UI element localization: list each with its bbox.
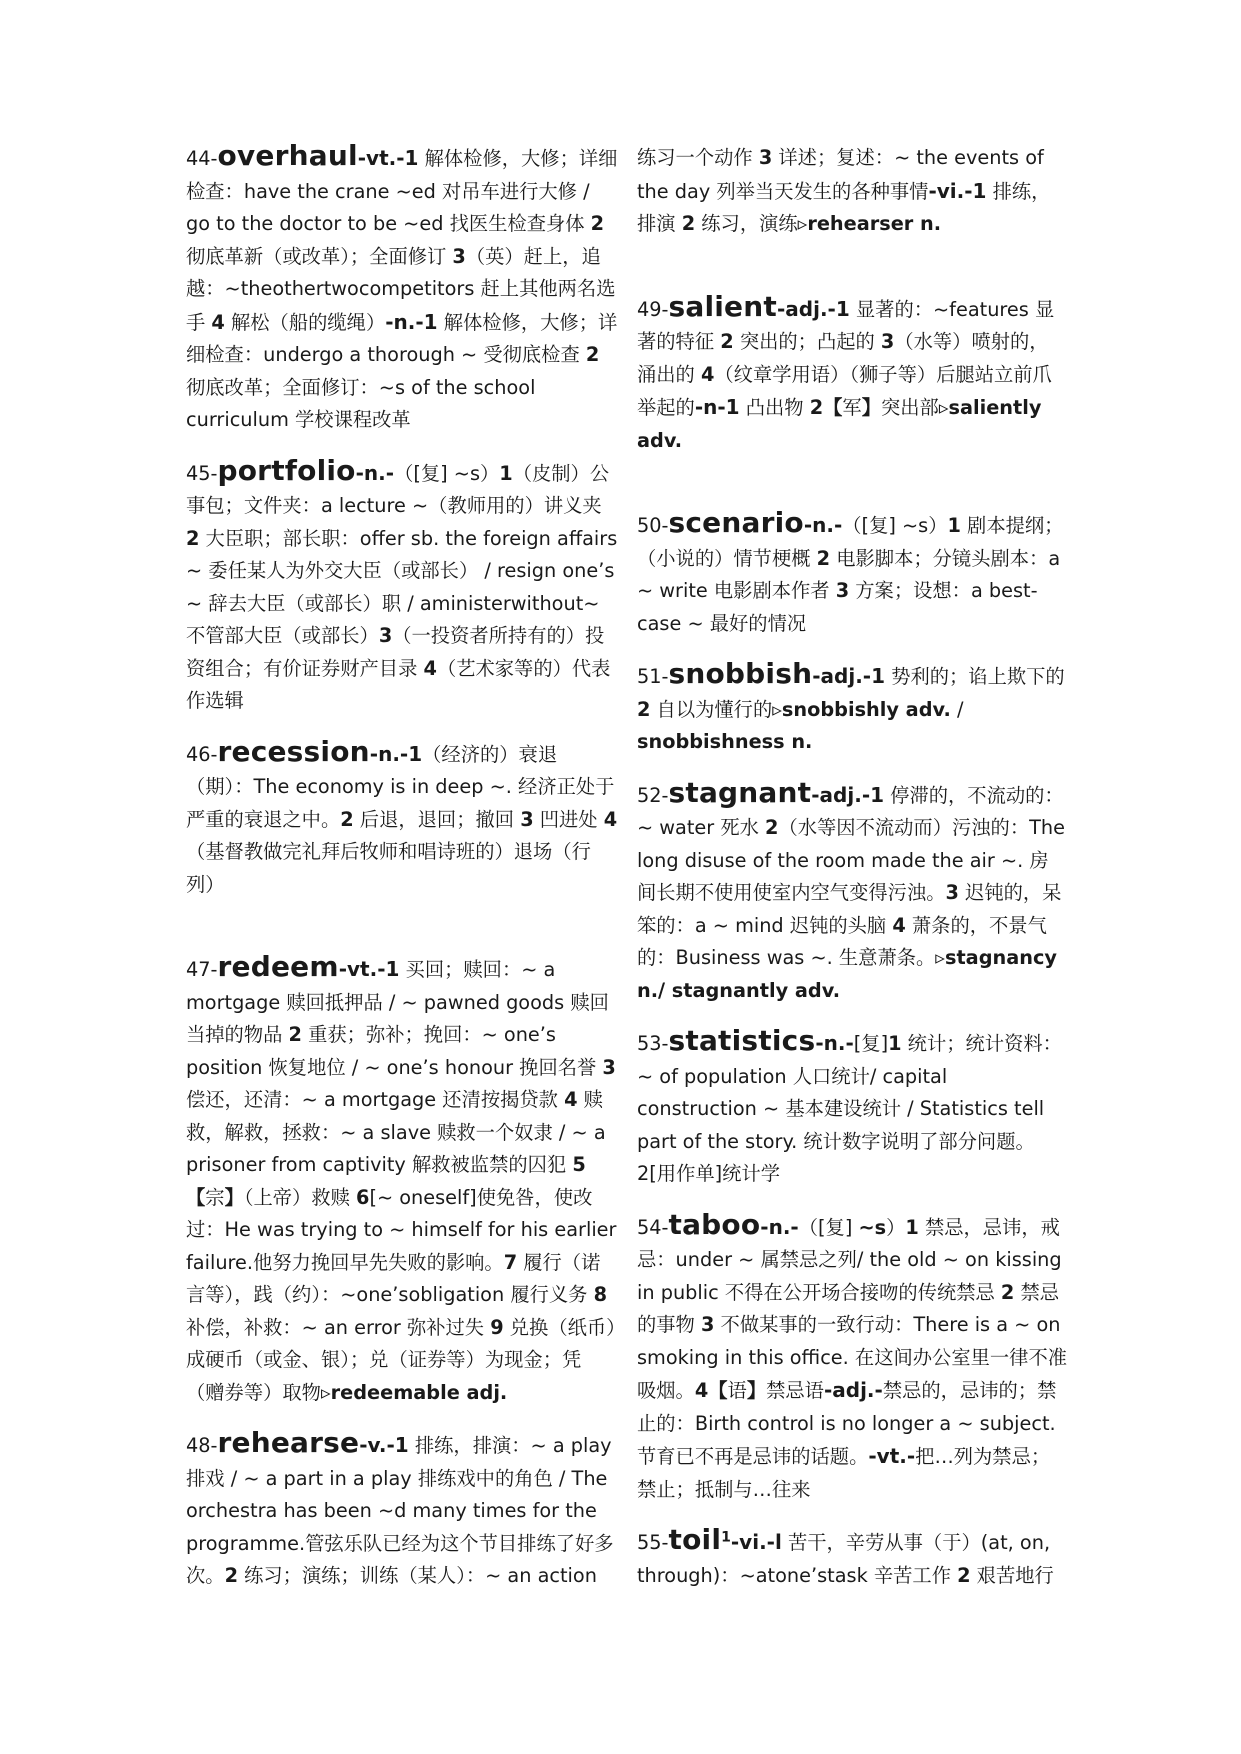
bold-text: 2 [816,546,831,570]
definition-text: 排练，排演：~ a play 排戏 / ~ a part in a play 排练戏中的角色 / The orchestra has been ~d many times for the programme.管弦乐队已经为这个节目排练了好多次。 [186,1434,618,1587]
definition-text: 停滞的，不流动的：~ water 死水 [637,783,1064,839]
part-of-speech: -n.-1 [385,309,438,334]
definition-text: 萧条的，不景气的：Business was ~. 生意萧条。▹ [637,913,1047,969]
bold-text: ~s [858,1215,887,1239]
part-of-speech: -n.- [355,460,395,485]
dictionary-entry [637,506,1067,640]
definition-text: 方案；设想：a best-case ~ 最好的情况 [637,579,1038,635]
dictionary-entry [186,139,618,437]
bold-text: 】 [224,1185,244,1209]
definition-text: （上帝）救赎 [243,1185,357,1209]
bold-text: 】 [746,1379,767,1402]
entry-number: 51- [637,665,669,688]
bold-text: 2 [1000,1280,1015,1304]
definition-text: （一投资者所持有的）投资组合；有价证券财产目录 [186,624,605,680]
bold-text: 8 [593,1283,607,1306]
entry-number: 53- [637,1032,669,1055]
definition-text: 禁忌的事物 [637,1280,1060,1336]
dictionary-entry [637,775,1072,1008]
bold-text: 3 [835,579,850,602]
bold-text: 2 [224,1564,238,1587]
definition-text: ） [886,1215,906,1239]
definition-text: 突出部▹ [880,396,949,419]
definition-text: 统计；统计资料：~ of population 人口统计/ capital construction ~ 基本建设统计 / Statistics tell part of the story. 统计数字说明了部分问题。2[用作单]统计学 [637,1032,1062,1185]
definition-text: （纹章学用语）（狮子等）后腿站立前爪举起的 [637,362,1052,419]
part-of-speech: -n.-1 [369,741,423,766]
bold-text: 6 [356,1185,370,1209]
bold-text: 9 [490,1315,504,1339]
definition-text: 补偿，补救：~ an error 弥补过失 [186,1283,614,1339]
definition-text: [复] [853,1032,889,1055]
definition-text: 履行（诺言等），践（约）：~one’sobligation 履行义务 [186,1250,601,1306]
bold-text: 2 [288,1023,302,1046]
part-of-speech: -vt.- [868,1444,916,1468]
definition-text: 彻底改革；全面修订：~s of the school curriculum 学校课程改革 [186,343,606,431]
definition-text: 艰苦地行 [970,1563,1054,1587]
bold-text: 7 [503,1250,518,1274]
definition-text: 显著的：~features 显著的特征 [637,297,1055,353]
definition-text: （水等）喷射的，涌出的 [637,330,1049,386]
definition-text: 赎救，解救，拯救：~ a slave 赎救一个奴隶 / ~ a prisoner from captivity 解救被监禁的囚犯 [186,1088,612,1176]
definition-text: 兑换（纸币）成硬币（或金、银）；兑（证券等）为现金；凭（赠券等）取物▹ [186,1315,616,1404]
definition-text: 练习，演练▹ [695,212,808,235]
bold-text: 3 [758,146,773,169]
bold-text: snobbishly adv. [781,697,951,721]
dictionary-entry [637,1207,1068,1507]
entry-number: 46- [186,742,218,766]
definition-text: 解松（船的缆绳） [224,310,386,334]
definition-text: 不做某事的一致行动：There is a ~ on smoking in this office. 在这间办公室里一律不准吸烟。 [637,1313,1068,1402]
headword: statistics [668,1024,816,1057]
definition-text: 大臣职；部长职：offer sb. the foreign affairs ~ 委任某人为外交大臣（或部长） / resign one’s ~ 辞去大臣（或部长）职 / aministerwithout~ 不管部大臣（或部长） [186,526,624,647]
definition-text: 语 [727,1379,747,1402]
definition-text: 彻底革新（或改革）；全面修订 [186,212,611,268]
definition-text: 详述；复述：~ the events of the day 列举当天发生的各种事情 [637,146,1050,203]
definition-text: 买回；赎回：~ a mortgage 赎回抵押品 / ~ pawned goods 赎回当掉的物品 [186,958,609,1046]
bold-text: 3 [880,330,895,353]
entry-number: 49- [637,297,669,321]
bold-text: 3 [700,1313,715,1336]
definition-text: （[复] ~s） [394,461,500,485]
definition-text: 禁忌的，忌讳的；禁止的：Birth control is no longer a ~ subject.节育已不再是忌讳的话题。 [637,1379,1057,1468]
bold-text: 】 [861,396,881,419]
bold-text: 3 [520,807,534,831]
definition-text: 解体检修，大修；详细检查：undergo a thorough ~ 受彻底检查 [186,310,618,366]
bold-text: 2【 [809,396,843,419]
entry-number: 50- [637,514,669,537]
part-of-speech: -adj.-1 [811,782,885,807]
definition-text: （水等因不流动而）污浊的：The long disuse of the room made the air ~. 房间长期不使用使室内空气变得污浊。 [637,816,1072,904]
bold-text: 3 [945,881,959,904]
definition-text: 军 [842,396,862,419]
headword: salient [668,289,777,323]
headword: stagnant [668,775,812,809]
bold-text: 2 [765,816,779,839]
definition-text: 后退，退回；撤回 [353,807,521,831]
dictionary-entry [637,1024,1067,1191]
definition-text: 突出的；凸起的 [733,330,881,353]
definition-text: / [950,697,970,721]
definition-text: 自以为懂行的▹ [650,697,782,721]
bold-text: 4 [211,310,225,334]
definition-text: 苦干，辛劳从事（于）(at, on, through)：~atone’stask 辛苦工作 [637,1531,1057,1587]
bold-text: 5【 [186,1153,586,1209]
bold-text: 1 [905,1215,919,1239]
headword: redeem [217,950,339,983]
definition-text: 练习；演练；训练（某人）：~ an action [237,1564,597,1587]
dictionary-entry [186,734,618,902]
entry-number: 48- [186,1434,218,1457]
bold-text: 1 [888,1032,902,1055]
bold-text: 1 [947,514,961,537]
part-of-speech: -vi.-1 [928,178,987,203]
part-of-speech: -adj.- [823,1378,883,1402]
bold-text: 3 [378,624,393,647]
definition-text: 偿还，还清：~ a mortgage 还清按揭贷款 [186,1055,622,1111]
entry-number: 55- [637,1531,669,1554]
bold-text: 4 [423,656,437,680]
part-of-speech: -n.- [803,513,843,537]
definition-text: 重获；弥补；挽回：~ one’s position 恢复地位 / ~ one’s honour 挽回名誉 [186,1023,603,1079]
entry-number: 44- [186,147,218,170]
definition-text: （[复] [798,1215,859,1239]
part-of-speech: -v.-1 [359,1433,409,1457]
definition-text: 电影脚本；分镜头剧本：a ~ write 电影剧本作者 [637,546,1067,602]
dictionary-entry [637,1523,1067,1592]
bold-text: 1 [499,461,513,485]
definition-text: （基督教做完礼拜后牧师和唱诗班的）退场（行列） [186,840,591,896]
bold-text: 4 [564,1088,578,1111]
definition-text: 势利的；谄上欺下的 [885,665,1071,688]
definition-text: 禁忌语 [766,1379,824,1402]
part-of-speech: -vt.-1 [338,957,400,981]
right-column [637,142,1072,1592]
definition-text: [~ oneself]使免咎，使改过：He was trying to ~ himself for his earlier failure.他努力挽回早先失败的影响。 [186,1185,623,1274]
definition-text: 迟钝的，呆笨的：a ~ mind 迟钝的头脑 [637,881,1062,937]
bold-text: redeemable adj. [330,1380,508,1404]
bold-text: 3 [602,1055,616,1079]
definition-text: （皮制）公事包；文件夹：a lecture ~（教师用的）讲义夹 [186,461,610,517]
bold-text: saliently adv. [637,396,1049,452]
entry-number: 45- [186,461,218,485]
bold-text: 4【 [694,1379,728,1402]
dictionary-entry [637,142,1067,241]
bold-text: 2 [186,526,200,550]
bold-text: snobbishness n. [637,730,813,753]
part-of-speech: -vt.-1 [357,146,419,170]
definition-text: 凹进处 [533,807,604,831]
headword: recession [217,734,370,768]
bold-text: 3 [452,244,466,268]
definition-text: 解体检修，大修；详细检查：have the crane ~ed 对吊车进行大修 / go to the doctor to be ~ed 找医生检查身体 [186,147,618,235]
definition-text: （[复] ~s） [842,514,948,537]
definition-text: 剧本提纲；（小说的）情节梗概 [637,514,1064,570]
bold-text: 4 [700,362,715,386]
definition-text: 禁忌，忌讳，戒忌：under ~ 属禁忌之列/ the old ~ on kissing in public 不得在公开场合接吻的传统禁忌 [637,1215,1068,1304]
definition-text: （艺术家等的）代表作选辑 [186,656,611,712]
dictionary-entry [186,950,623,1409]
part-of-speech: -vi.-l [730,1530,782,1554]
part-of-speech: -n-1 [694,395,740,419]
definition-text: 凸出物 [739,396,810,419]
definition-text: 排练，排演 [637,179,1051,235]
definition-text: 把…列为禁忌；禁止；抵制与…往来 [637,1445,1051,1501]
bold-text: 2 [681,212,696,235]
definition-text: （经济的）衰退（期）：The economy is in deep ~. 经济正处于严重的衰退之中。 [186,742,615,831]
part-of-speech: -adj.-1 [776,296,850,321]
bold-text: 2 [340,807,354,831]
entry-number: 52- [637,783,669,807]
dictionary-entry [637,657,1071,759]
headword: overhaul [217,139,358,172]
definition-text: 练习一个动作 [637,146,759,169]
headword: portfolio [217,453,356,487]
headword: snobbish [668,657,813,690]
part-of-speech: -n.- [815,1031,854,1055]
superscript: 1 [721,1529,731,1546]
part-of-speech: -n.- [760,1214,799,1239]
bold-text: 4 [603,807,618,831]
entry-number: 47- [186,958,218,981]
definition-text: 宗 [205,1185,225,1209]
part-of-speech: -adj.-1 [812,664,886,688]
bold-text: 2 [720,330,734,353]
headword: taboo [668,1207,761,1241]
bold-text: rehearser n. [807,212,942,235]
bold-text: stagnancy n./ stagnantly adv. [637,946,1064,1002]
bold-text: 2 [585,343,600,366]
bold-text: 2 [590,212,605,235]
dictionary-entry [186,453,624,718]
dictionary-entry [637,289,1067,458]
dictionary-entry [186,1426,618,1593]
bold-text: 2 [957,1563,971,1587]
headword: toil [668,1523,722,1556]
entry-number: 54- [637,1215,669,1239]
bold-text: 2 [637,697,651,721]
headword: scenario [668,506,804,539]
definition-text: （英）赶上，追越：~theothertwocompetitors 赶上其他两名选手 [186,244,616,334]
left-column [186,139,624,1593]
bold-text: 4 [892,913,906,937]
headword: rehearse [217,1426,360,1459]
